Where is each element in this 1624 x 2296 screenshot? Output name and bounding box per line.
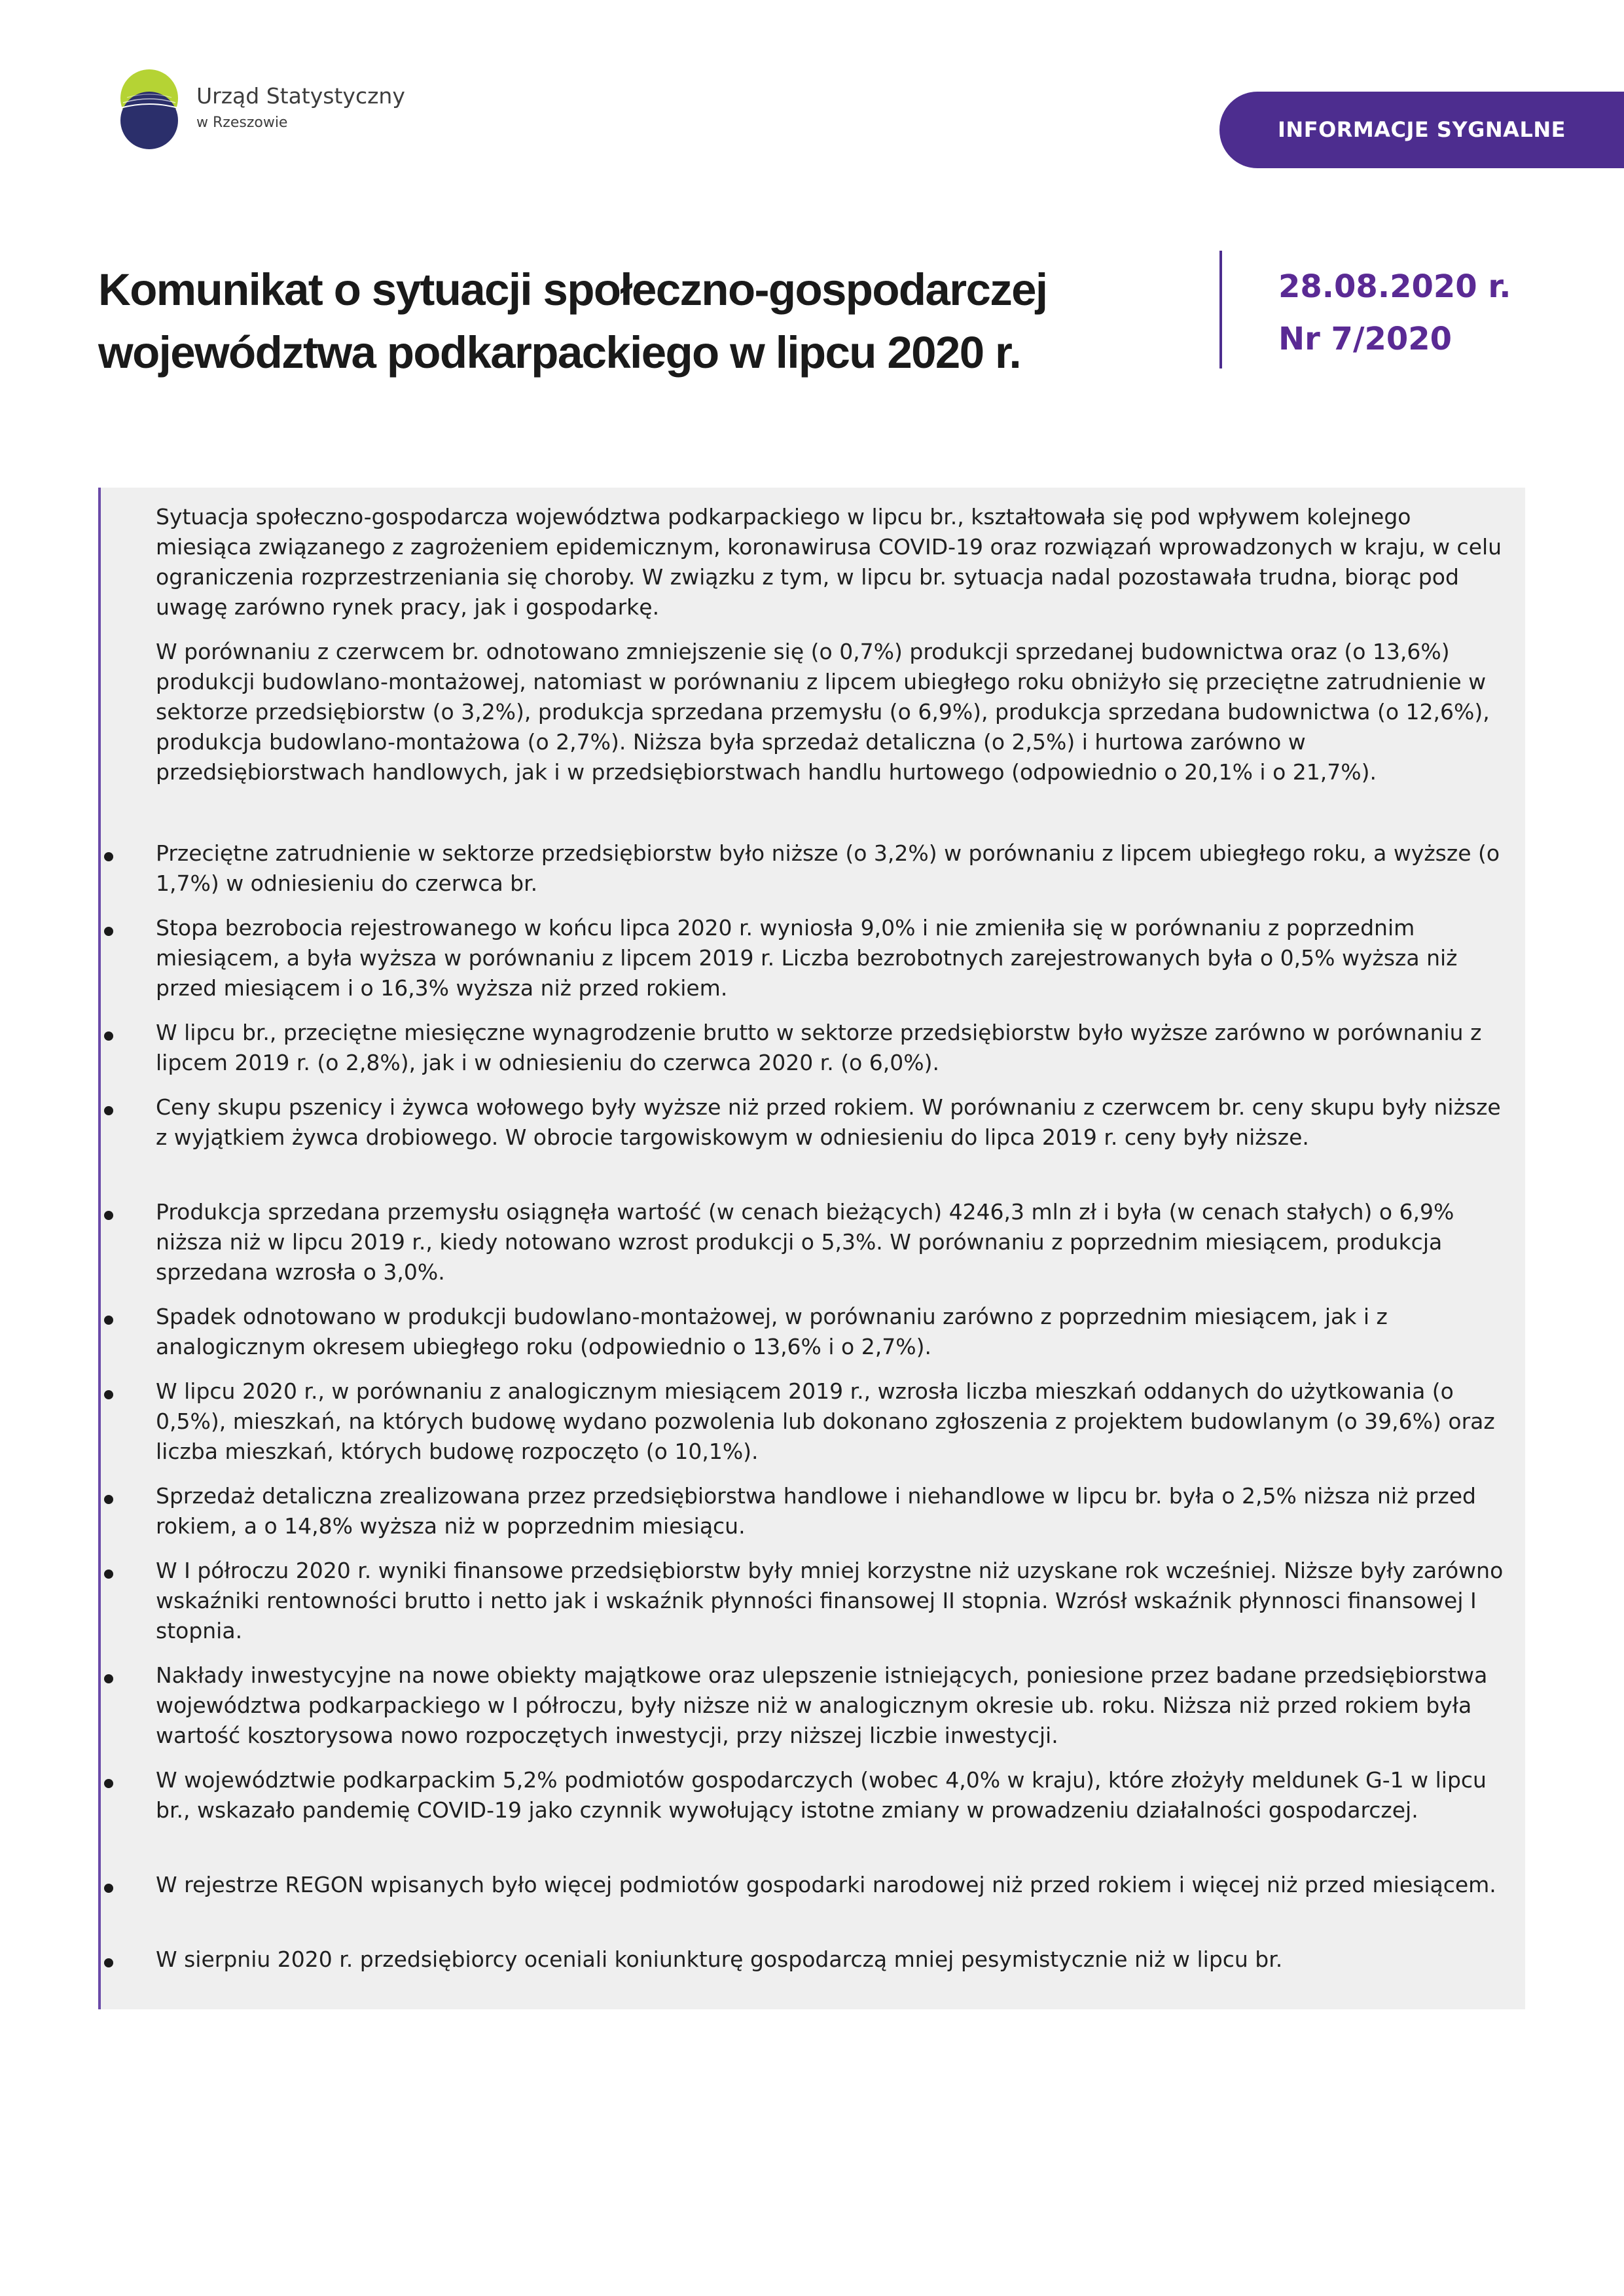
bullet-icon [104,1211,113,1220]
logo-name: Urząd Statystyczny [196,83,405,109]
intro-paragraph: Sytuacja społeczno-gospodarcza województwa podkarpackiego w lipcu br., kształtowała się pod wpływem kolejnego miesiąca związanego z zagrożeniem epidemicznym, koronawirusa COVID-19 oraz rozwiązań wprowadzonych w kraju, w celu ograniczenia rozprzestrzeniania się choroby. W związku z tym, w lipcu br. sytuacja nadal pozostawała trudna, biorąc pod uwagę zarówno rynek pracy, jak i gospodarkę. [156,504,1502,620]
bullet-icon [104,1495,113,1504]
bullet-item: Produkcja sprzedana przemysłu osiągnęła wartość (w cenach bieżących) 4246,3 mln zł i była (w cenach stałych) o 6,9% niższa niż w lipcu 2019 r., kiedy notowano wzrost produkcji o 5,3%. W porównaniu z poprzednim miesiącem, produkcja sprzedana wzrosła o 3,0%. [156,1199,1454,1285]
bullet-icon [104,1958,113,1967]
bullet-item: Sprzedaż detaliczna zrealizowana przez przedsiębiorstwa handlowe i niehandlowe w lipcu br. była o 2,5% niższa niż przed rokiem, a o 14,8% wyższa niż w poprzednim miesiącu. [156,1483,1476,1539]
bullet-icon [104,1884,113,1893]
bullet-icon [104,1106,113,1115]
publication-meta [1278,260,1511,365]
bullet-icon [104,1570,113,1579]
bullet-icon [104,1390,113,1399]
logo-emblem-icon [110,69,189,150]
summary-box [98,488,1525,2009]
bullet-item: W lipcu 2020 r., w porównaniu z analogicznym miesiącem 2019 r., wzrosła liczba mieszkań oddanych do użytkowania (o 0,5%), mieszkań, na których budowę wydano pozwolenia lub dokonano zgłoszenia z projektem budowlanym (o 39,6%) oraz liczba mieszkań, których budowę rozpoczęto (o 10,1%). [156,1378,1495,1464]
bullet-item: Stopa bezrobocia rejestrowanego w końcu lipca 2020 r. wyniosła 9,0% i nie zmieniła się w porównaniu z poprzednim miesiącem, a była wyższa w porównaniu z lipcem 2019 r. Liczba bezrobotnych zarejestrowanych była o 0,5% wyższa niż przed miesiącem i o 16,3% wyższa niż przed rokiem. [156,915,1458,1001]
bullet-item: W I półroczu 2020 r. wyniki finansowe przedsiębiorstw były mniej korzystne niż uzyskane rok wcześniej. Niższe były zarówno wskaźniki rentowności brutto i netto jak i wskaźnik płynności finansowej II stopnia. Wzrósł wskaźnik płynnosci finansowej I stopnia. [156,1558,1504,1643]
page-title [98,259,1172,384]
bullet-item: W rejestrze REGON wpisanych było więcej podmiotów gospodarki narodowej niż przed rokiem i więcej niż przed miesiącem. [156,1872,1496,1897]
publication-date: 28.08.2020 r. [1278,268,1511,305]
bullet-icon [104,1316,113,1325]
bullet-icon [104,927,113,936]
bullet-item: Nakłady inwestycyjne na nowe obiekty majątkowe oraz ulepszenie istniejących, poniesione przez badane przedsiębiorstwa województwa podkarpackiego w I półroczu, były niższe niż w analogicznym okresie ub. roku. Niższa niż przed rokiem była wartość kosztorysowa nowo rozpoczętych inwestycji, przy niższej liczbie inwestycji. [156,1662,1488,1748]
title-line-2: województwa podkarpackiego w lipcu 2020 r. [98,327,1021,378]
bullet-item: W lipcu br., przeciętne miesięczne wynagrodzenie brutto w sektorze przedsiębiorstw było wyższe zarówno w porównaniu z lipcem 2019 r. (o 2,8%), jak i w odniesieniu do czerwca 2020 r. (o 6,0%). [156,1020,1482,1075]
bullet-item: Przeciętne zatrudnienie w sektorze przedsiębiorstw było niższe (o 3,2%) w porównaniu z lipcem ubiegłego roku, a wyższe (o 1,7%) w odniesieniu do czerwca br. [156,840,1500,896]
section-tag: INFORMACJE SYGNALNE [1219,92,1624,168]
title-line-1: Komunikat o sytuacji społeczno-gospodarczej [98,264,1047,315]
bullet-icon [104,1031,113,1041]
bullet-item: W sierpniu 2020 r. przedsiębiorcy oceniali koniunkturę gospodarczą mniej pesymistycznie niż w lipcu br. [156,1946,1283,1972]
bullet-item: W województwie podkarpackim 5,2% podmiotów gospodarczych (wobec 4,0% w kraju), które złożyły meldunek G-1 w lipcu br., wskazało pandemię COVID-19 jako czynnik wywołujący istotne zmiany w prowadzeniu działalności gospodarczej. [156,1767,1487,1823]
logo-subtitle: w Rzeszowie [196,115,288,131]
bullet-icon [104,1779,113,1788]
bullet-item: Ceny skupu pszenicy i żywca wołowego były wyższe niż przed rokiem. W porównaniu z czerwcem br. ceny skupu były niższe z wyjątkiem żywca drobiowego. W obrocie targowiskowym w odniesieniu do lipca 2019 r. ceny były niższe. [156,1094,1501,1150]
logo [110,69,405,154]
intro-paragraph: W porównaniu z czerwcem br. odnotowano zmniejszenie się (o 0,7%) produkcji sprzedanej budownictwa oraz (o 13,6%) produkcji budowlano-montażowej, natomiast w porównaniu z lipcem ubiegłego roku obniżyło się przeciętne zatrudnienie w sektorze przedsiębiorstw (o 3,2%), produkcja sprzedana przemysłu (o 6,9%), produkcja sprzedana budownictwa (o 12,6%), produkcja budowlano-montażowa (o 2,7%). Niższa była sprzedaż detaliczna (o 2,5%) i hurtowa zarówno w przedsiębiorstwach handlowych, jak i w przedsiębiorstwach handlu hurtowego (odpowiednio o 20,1% i o 21,7%). [156,639,1490,785]
header-divider [1219,251,1222,368]
bullet-icon [104,1674,113,1683]
publication-number: Nr 7/2020 [1278,321,1453,357]
bullet-item: Spadek odnotowano w produkcji budowlano-montażowej, w porównaniu zarówno z poprzednim miesiącem, jak i z analogicznym okresem ubiegłego roku (odpowiednio o 13,6% i o 2,7%). [156,1304,1388,1359]
bullet-icon [104,852,113,861]
